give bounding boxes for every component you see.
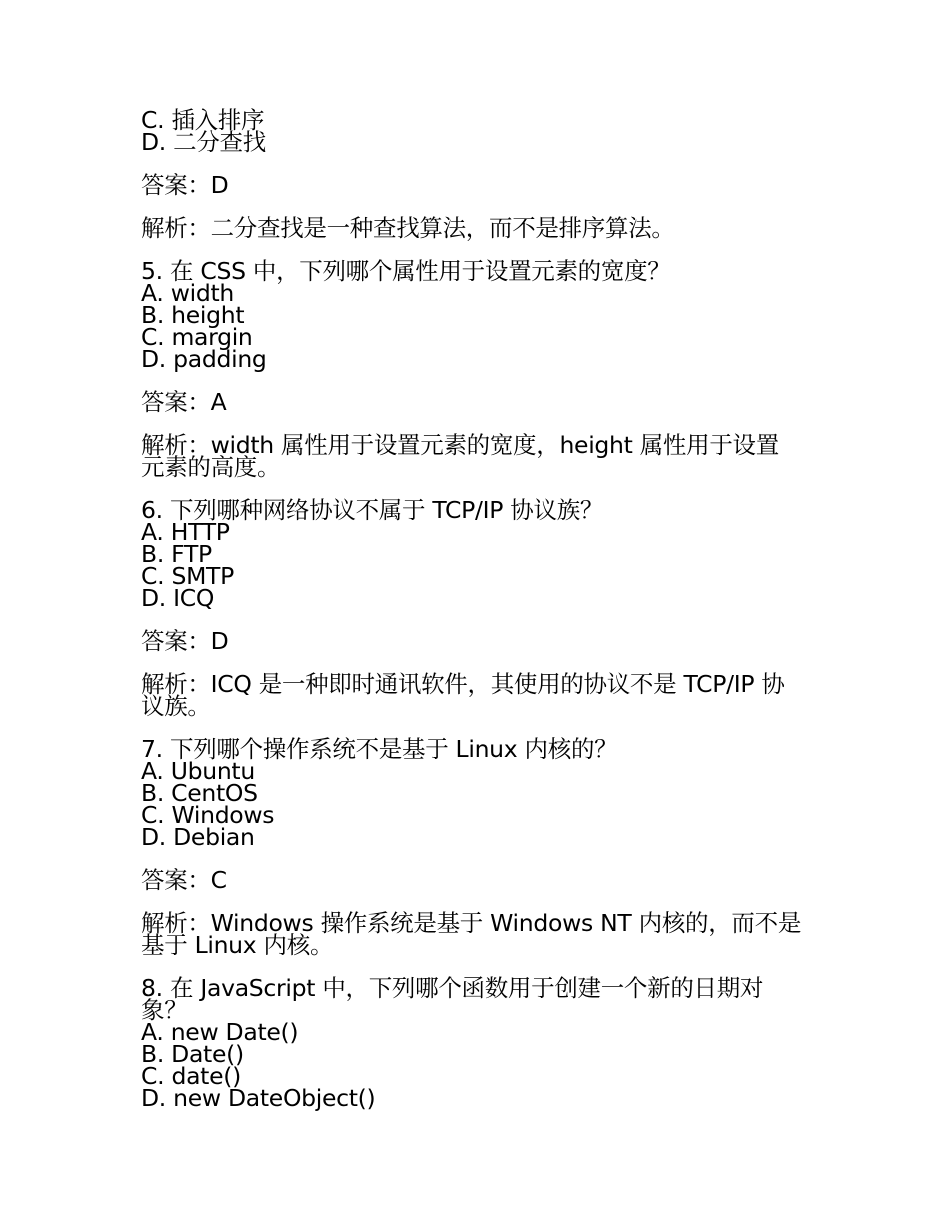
- option-a: A. width: [141, 279, 234, 307]
- answer: 答案：D: [141, 171, 229, 199]
- explanation: 解析：width 属性用于设置元素的宽度，height 属性用于设置元素的高度。: [141, 431, 779, 481]
- explanation: 解析：二分查找是一种查找算法，而不是排序算法。: [141, 214, 675, 242]
- option-c: C. SMTP: [141, 562, 234, 590]
- question-8: [141, 974, 801, 1112]
- option-c: C. date(): [141, 1062, 241, 1090]
- question-7: [141, 735, 801, 851]
- option-b: B. CentOS: [141, 779, 258, 807]
- answer: 答案：A: [141, 388, 227, 416]
- option-d: D. 二分查找: [141, 128, 266, 156]
- option-d: D. ICQ: [141, 584, 215, 612]
- option-c: C. 插入排序: [141, 106, 265, 134]
- question-5: [141, 257, 801, 373]
- question-text: 7. 下列哪个操作系统不是基于 Linux 内核的？: [141, 735, 618, 763]
- option-a: A. new Date(): [141, 1018, 299, 1046]
- question-text: 6. 下列哪种网络协议不属于 TCP/IP 协议族？: [141, 496, 604, 524]
- option-d: D. Debian: [141, 823, 255, 851]
- option-d: D. new DateObject(): [141, 1084, 376, 1112]
- option-c: C. Windows: [141, 801, 275, 829]
- explanation: 解析：ICQ 是一种即时通讯软件，其使用的协议不是 TCP/IP 协议族。: [141, 670, 785, 720]
- document-page: [141, 106, 802, 1112]
- answer: 答案：C: [141, 866, 227, 894]
- question-4-continued: [141, 106, 801, 156]
- option-a: A. HTTP: [141, 518, 230, 546]
- option-d: D. padding: [141, 345, 267, 373]
- explanation: 解析：Windows 操作系统是基于 Windows NT 内核的，而不是基于 Linux 内核。: [141, 909, 802, 959]
- option-a: A. Ubuntu: [141, 757, 255, 785]
- option-b: B. Date(): [141, 1040, 244, 1068]
- answer: 答案：D: [141, 627, 229, 655]
- option-b: B. height: [141, 301, 245, 329]
- question-text: 5. 在 CSS 中，下列哪个属性用于设置元素的宽度？: [141, 257, 671, 285]
- option-b: B. FTP: [141, 540, 212, 568]
- question-text: 8. 在 JavaScript 中，下列哪个函数用于创建一个新的日期对象？: [141, 974, 764, 1024]
- question-6: [141, 496, 801, 612]
- option-c: C. margin: [141, 323, 253, 351]
